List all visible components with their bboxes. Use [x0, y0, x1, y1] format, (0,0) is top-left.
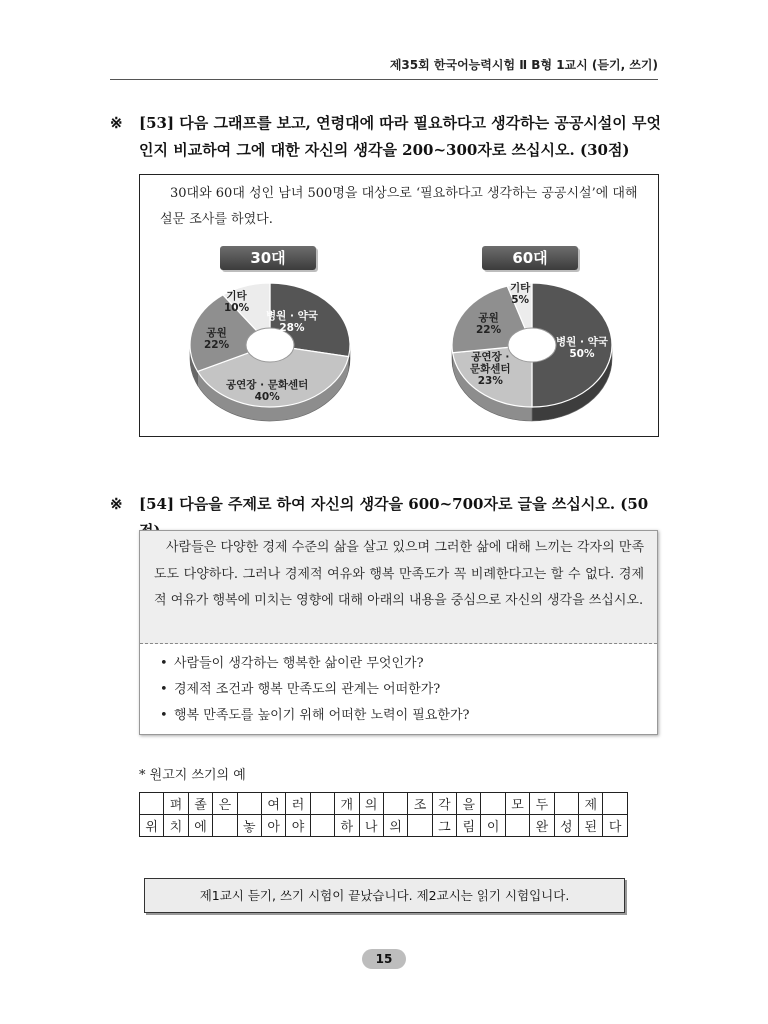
- manuscript-grid-cell: [505, 815, 529, 837]
- manuscript-grid-cell: 하: [335, 815, 359, 837]
- bullet-dot: •: [160, 656, 168, 671]
- manuscript-grid-cell: 놓: [237, 815, 261, 837]
- header-divider: [110, 79, 658, 80]
- page-number: 15: [362, 949, 406, 969]
- q53-instruction-text: [53] 다음 그래프를 보고, 연령대에 따라 필요하다고 생각하는 공공시설이 무엇인지 비교하여 그에 대한 자신의 생각을 200~300자로 쓰십시오. (30점): [139, 114, 661, 159]
- pie-60s-label-hospital: 병원 · 약국 50%: [556, 336, 608, 360]
- page-header-title: 제35회 한국어능력시험 Ⅱ B형 1교시 (듣기, 쓰기): [389, 58, 658, 72]
- manuscript-grid-cell: 에: [188, 815, 212, 837]
- manuscript-grid-cell: 펴: [164, 793, 188, 815]
- bullet-dot: •: [160, 682, 168, 697]
- pie-30s-label-etc: 기타 10%: [224, 290, 250, 314]
- q54-box: [139, 530, 658, 735]
- manuscript-grid-cell: [383, 793, 407, 815]
- manuscript-grid-cell: [213, 815, 237, 837]
- reference-mark: ※: [110, 495, 123, 513]
- manuscript-grid-cell: 림: [457, 815, 481, 837]
- manuscript-grid-cell: 의: [359, 793, 383, 815]
- bullet-text: 사람들이 생각하는 행복한 삶이란 무엇인가?: [174, 656, 424, 671]
- manuscript-grid-cell: 여: [261, 793, 285, 815]
- manuscript-grid-cell: 각: [432, 793, 456, 815]
- pie-60s-label-etc: 기타 5%: [510, 282, 531, 306]
- manuscript-grid-cell: [408, 815, 432, 837]
- pie-center-hole: [508, 328, 556, 362]
- q53-intro-text: 30대와 60대 성인 남녀 500명을 대상으로 ‘필요하다고 생각하는 공공시설’에 대해 설문 조사를 하였다.: [160, 186, 638, 227]
- manuscript-grid-cell: 러: [286, 793, 310, 815]
- manuscript-grid-cell: [603, 793, 627, 815]
- bullet-item: [160, 703, 640, 729]
- q54-passage-area: [140, 531, 657, 644]
- manuscript-grid-cell: 의: [383, 815, 407, 837]
- manuscript-grid-cell: 을: [457, 793, 481, 815]
- bullet-text: 행복 만족도를 높이기 위해 어떠한 노력이 필요한가?: [174, 708, 470, 723]
- pie-chart-30s: [180, 273, 360, 433]
- q54-instruction-text: [54] 다음을 주제로 하여 자신의 생각을 600~700자로 글을 쓰십시오. (50: [139, 495, 649, 513]
- manuscript-grid-cell: 개: [335, 793, 359, 815]
- end-of-session-notice: 제1교시 듣기, 쓰기 시험이 끝났습니다. 제2교시는 읽기 시험입니다.: [144, 878, 625, 913]
- manuscript-grid-cell: 나: [359, 815, 383, 837]
- manuscript-grid-cell: 모: [505, 793, 529, 815]
- manuscript-grid-cell: 다: [603, 815, 627, 837]
- manuscript-grid-cell: 졸: [188, 793, 212, 815]
- bullet-item: [160, 651, 640, 677]
- manuscript-example-note: * 원고지 쓰기의 예: [139, 768, 246, 783]
- q54-passage-text: 사람들은 다양한 경제 수준의 삶을 살고 있으며 그러한 삶에 대해 느끼는 각자의 만족도도 다양하다. 그러나 경제적 여유와 행복 만족도가 꼭 비례한다고는 할 수 없다. 경제적 여유가 행복에 미치는 영향에 대해 아래의 내용을 중심으로 자신의 생각을 쓰십시오.: [154, 540, 644, 608]
- manuscript-grid-cell: 치: [164, 815, 188, 837]
- manuscript-grid-cell: 아: [261, 815, 285, 837]
- manuscript-grid-cell: 야: [286, 815, 310, 837]
- bullet-dot: •: [160, 708, 168, 723]
- manuscript-grid-cell: [310, 793, 334, 815]
- manuscript-grid-cell: [481, 793, 505, 815]
- pie-30s-label-park: 공원 22%: [204, 327, 230, 351]
- manuscript-grid-cell: 은: [213, 793, 237, 815]
- manuscript-grid-cell: [554, 793, 578, 815]
- manuscript-grid-cell: 두: [530, 793, 554, 815]
- manuscript-grid-cell: 이: [481, 815, 505, 837]
- manuscript-grid-cell: 제: [579, 793, 603, 815]
- reference-mark: ※: [110, 114, 123, 132]
- bullet-text: 경제적 조건과 행복 만족도의 관계는 어떠한가?: [174, 682, 441, 697]
- manuscript-grid-cell: 완: [530, 815, 554, 837]
- pie-60s-label-park: 공원 22%: [476, 312, 502, 336]
- manuscript-grid-cell: 된: [579, 815, 603, 837]
- pie-30s-label-hospital: 병원 · 약국 28%: [266, 310, 318, 334]
- manuscript-grid-cell: 조: [408, 793, 432, 815]
- manuscript-grid-row: [140, 815, 628, 837]
- q54-bullet-list: [160, 651, 640, 729]
- bullet-item: [160, 677, 640, 703]
- manuscript-grid: [139, 792, 628, 837]
- q53-chart-box: [139, 174, 659, 437]
- manuscript-grid-cell: [140, 793, 164, 815]
- manuscript-grid-cell: 그: [432, 815, 456, 837]
- pie-60s-label-culture: 공연장 · 문화센터 23%: [470, 351, 511, 387]
- pie-30s-label-culture: 공연장 · 문화센터 40%: [226, 379, 309, 403]
- manuscript-grid-cell: 위: [140, 815, 164, 837]
- manuscript-grid-cell: 성: [554, 815, 578, 837]
- chart-title-60s: 60대: [482, 246, 578, 270]
- manuscript-grid-row: [140, 793, 628, 815]
- manuscript-grid-cell: [310, 815, 334, 837]
- manuscript-grid-cell: [237, 793, 261, 815]
- chart-title-30s: 30대: [220, 246, 316, 270]
